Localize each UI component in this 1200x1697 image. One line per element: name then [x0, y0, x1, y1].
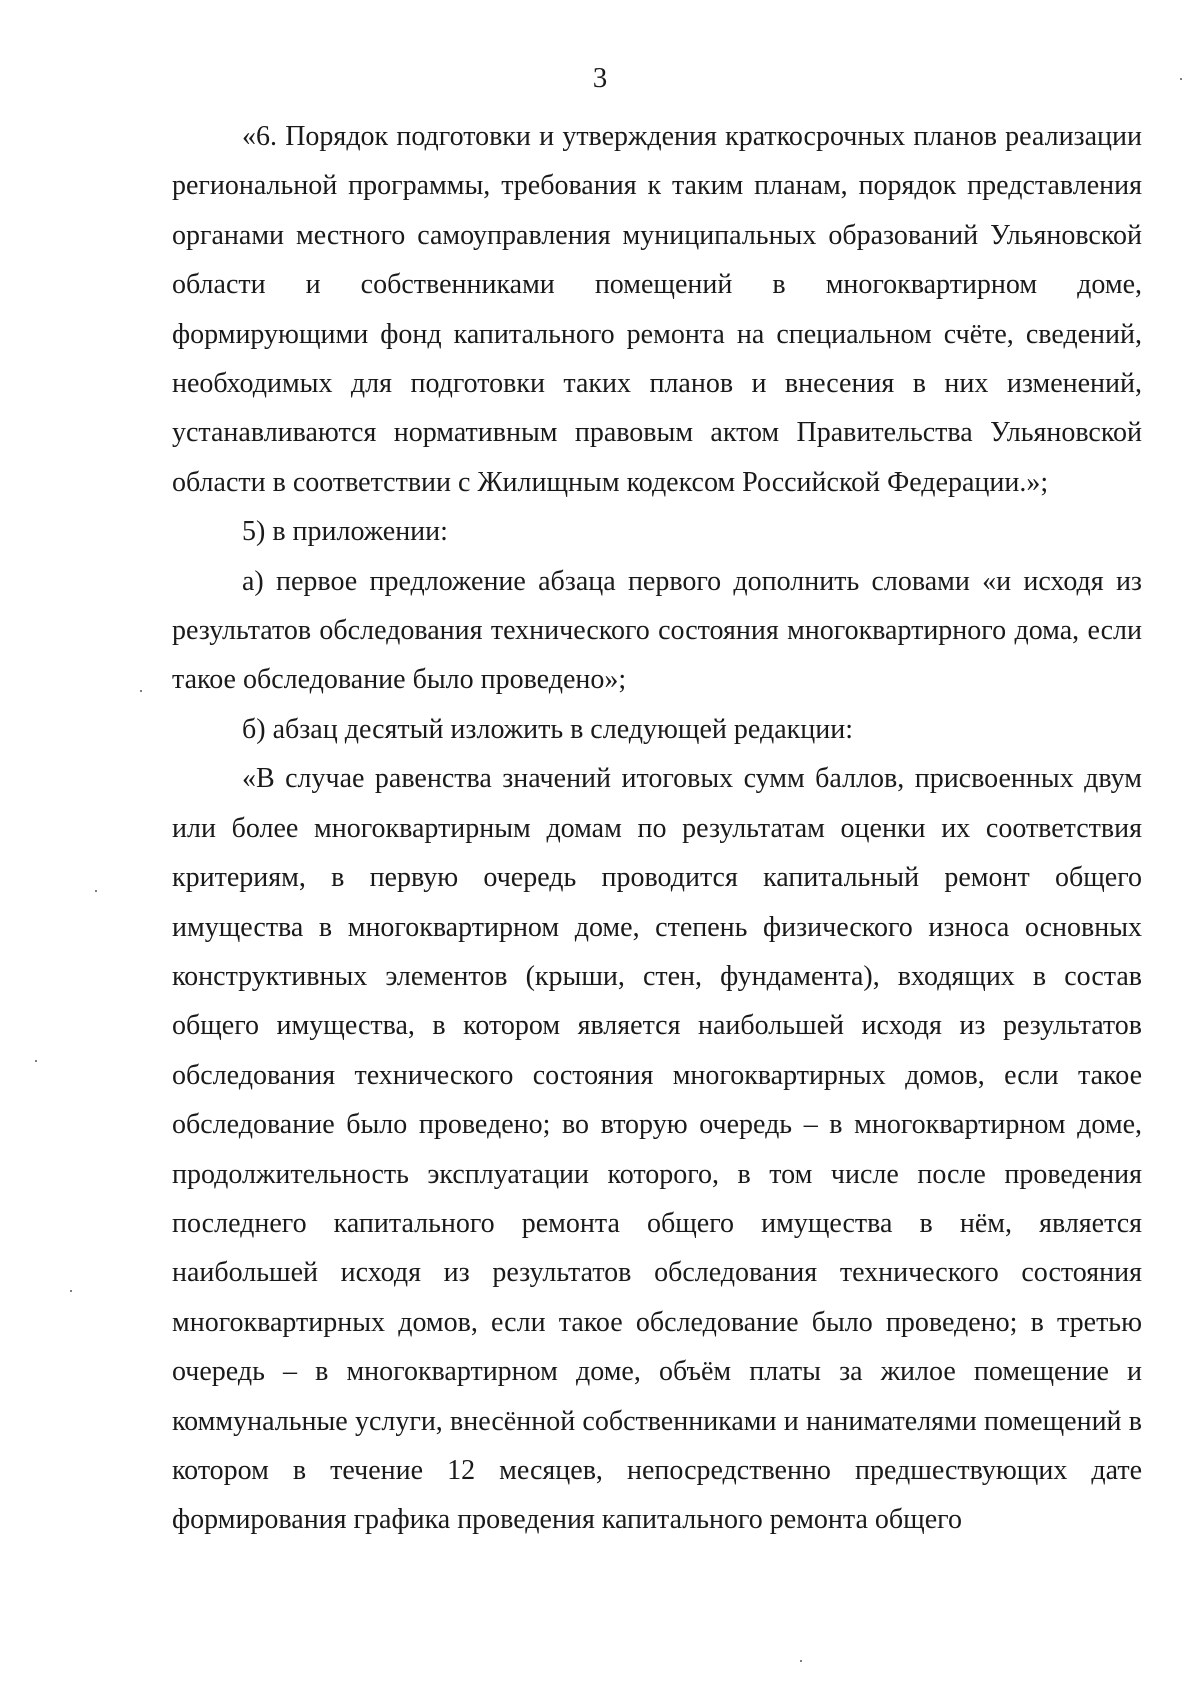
paragraph-amendment-b: б) абзац десятый изложить в следующей редакции:	[242, 713, 853, 745]
scan-speck	[35, 1060, 37, 1062]
scan-speck	[95, 890, 97, 892]
scan-speck	[70, 1290, 72, 1292]
paragraph-new-wording: «В случае равенства значений итоговых сумм баллов, присвоенных двум или более многоквартирным домам по результатам оценки их соответствия критериям, в первую очередь проводится капитальный ремонт общего имущества в многоквартирном доме, степень физического износа основных конструктивных элементов (крыши, стен, фундамента), входящих в состав общего имущества, в котором является наибольшей исходя из результатов обследования технического состояния многоквартирных домов, если такое обследование было проведено; во вторую очередь – в многоквартирном доме, продолжительность эксплуатации которого, в том числе после проведения последнего капитального ремонта общего имущества в нём, является наибольшей исходя из результатов обследования технического состояния многоквартирных домов, если такое обследование было проведено; в третью очередь – в многоквартирном доме, объём платы за жилое помещение и коммунальные услуги, внесённой собственниками и нанимателями помещений в котором в течение 12 месяцев, непосредственно предшествующих дате формирования графика проведения капитального ремонта общего	[172, 763, 1142, 1536]
scan-speck	[140, 690, 142, 692]
scan-speck	[800, 1660, 802, 1662]
paragraph-item-6: «6. Порядок подготовки и утверждения краткосрочных планов реализации региональной программы, требования к таким планам, порядок представления органами местного самоуправления муниципальных образований Ульяновской области и собственниками помещений в многоквартирном доме, формирующими фонд капитального ремонта на специальном счёте, сведений, необходимых для подготовки таких планов и внесения в них изменений, устанавливаются нормативным правовым актом Правительства Ульяновской области в соответствии с Жилищным кодексом Российской Федерации.»;	[172, 121, 1142, 498]
paragraph-amendment-a: а) первое предложение абзаца первого дополнить словами «и исходя из результатов обследования технического состояния многоквартирного дома, если такое обследование было проведено»;	[172, 565, 1142, 696]
document-body	[172, 112, 1142, 1545]
page-number: 3	[592, 62, 608, 94]
scan-speck	[1180, 78, 1182, 80]
paragraph-appendix-intro: 5) в приложении:	[242, 516, 448, 548]
